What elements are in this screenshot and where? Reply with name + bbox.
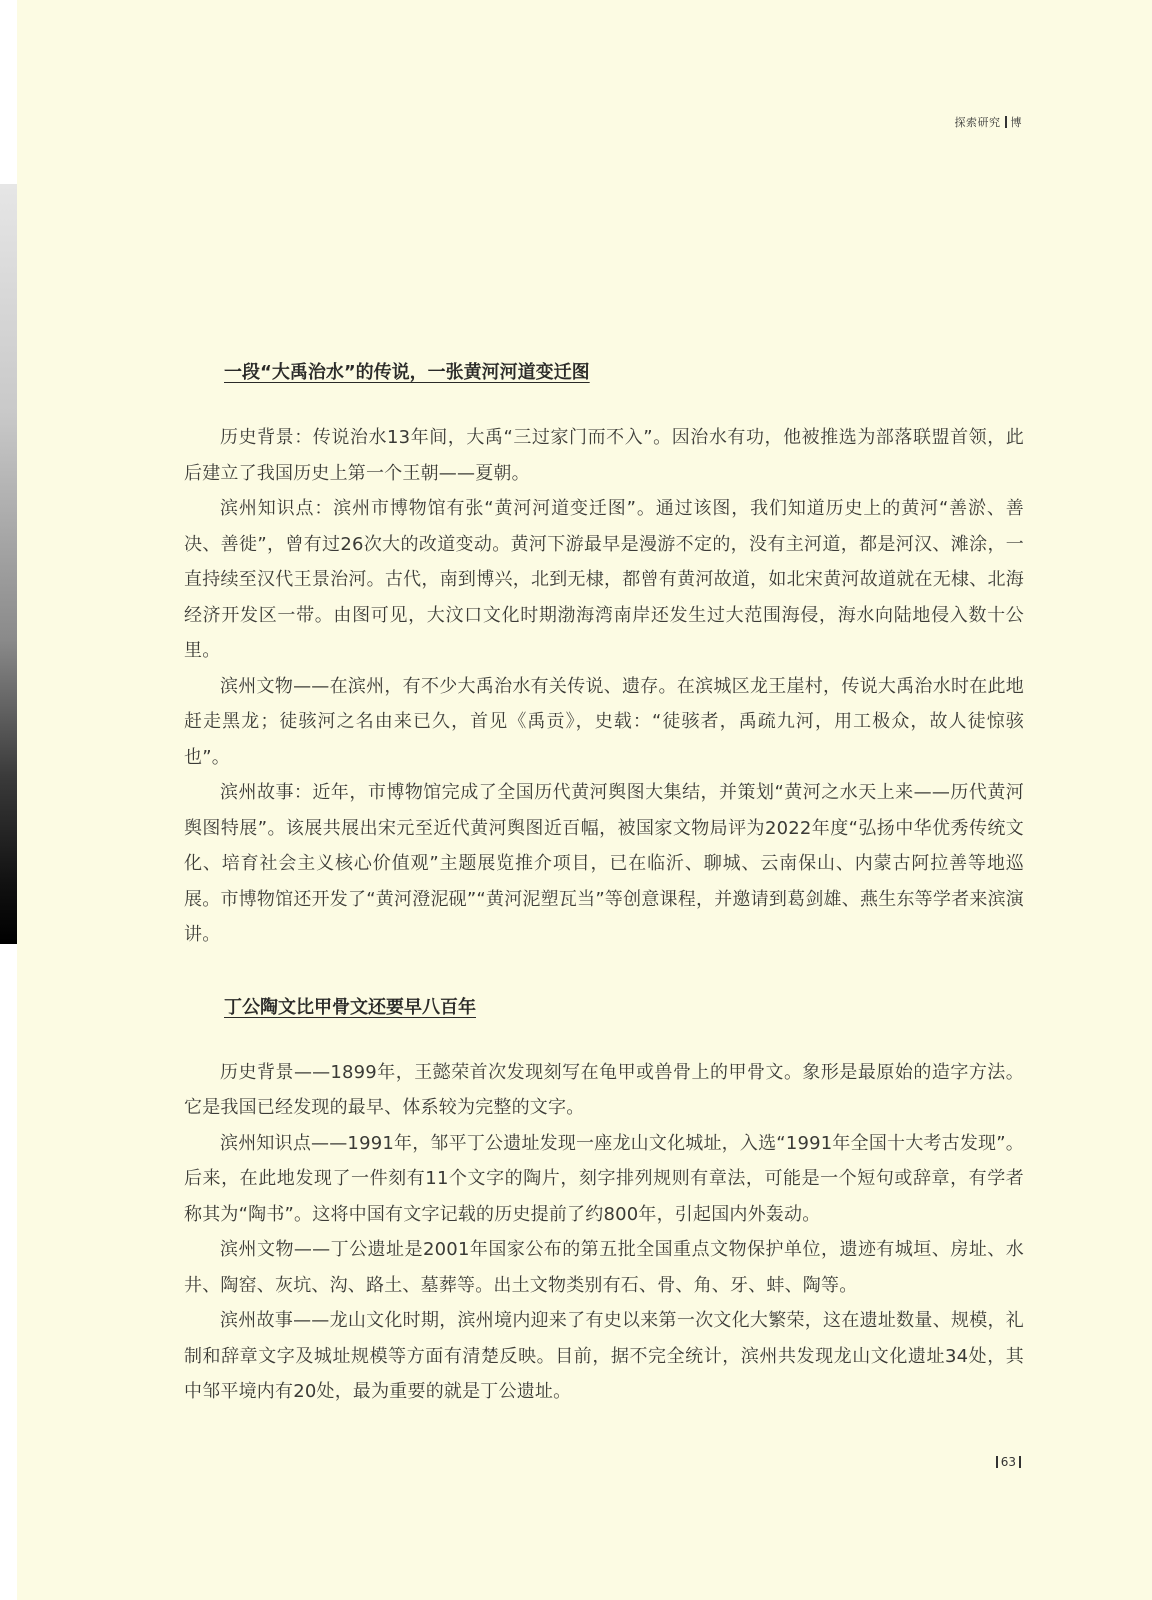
header-section: 探索研究 xyxy=(954,116,1001,129)
paragraph: 滨州知识点——1991年，邹平丁公遗址发现一座龙山文化城址，入选“1991年全国十大考古发现”。后来，在此地发现了一件刻有11个文字的陶片，刻字排列规则有章法，可能是一个短句或辞章，有学者称其为“陶书”。这将中国有文字记载的历史提前了约800年，引起国内外轰动。 xyxy=(184,1132,1024,1225)
article-body xyxy=(184,358,1024,1410)
section-title: 一段“大禹治水”的传说，一张黄河河道变迁图 xyxy=(224,362,590,383)
section-title: 丁公陶文比甲骨文还要早八百年 xyxy=(224,996,476,1018)
paragraph: 滨州知识点：滨州市博物馆有张“黄河河道变迁图”。通过该图，我们知道历史上的黄河“善淤、善决、善徙”，曾有过26次大的改道变动。黄河下游最早是漫游不定的，没有主河道，都是河汉、滩涂，一直持续至汉代王景治河。古代，南到博兴，北到无棣，都曾有黄河故道，如北宋黄河故道就在无棣、北海经济开发区一带。由图可见，大汶口文化时期渤海湾南岸还发生过大范围海侵，海水向陆地侵入数十公里。 xyxy=(184,498,1024,661)
page-number-bar-right xyxy=(1019,1456,1021,1468)
page-number-value: 63 xyxy=(1000,1455,1016,1469)
paragraph: 滨州故事：近年，市博物馆完成了全国历代黄河舆图大集结，并策划“黄河之水天上来——历代黄河舆图特展”。该展共展出宋元至近代黄河舆图近百幅，被国家文物局评为2022年度“弘扬中华优秀传统文化、培育社会主义核心价值观”主题展览推介项目，已在临沂、聊城、云南保山、内蒙古阿拉善等地巡展。市博物馆还开发了“黄河澄泥砚”“黄河泥塑瓦当”等创意课程，并邀请到葛剑雄、燕生东等学者来滨演讲。 xyxy=(184,782,1024,945)
paragraph: 滨州文物——在滨州，有不少大禹治水有关传说、遗存。在滨城区龙王崖村，传说大禹治水时在此地赶走黑龙；徒骇河之名由来已久，首见《禹贡》，史载：“徒骇者，禹疏九河，用工极众，故人徒惊骇也”。 xyxy=(184,675,1024,768)
page-number xyxy=(993,1455,1024,1469)
adjacent-page-photo-edge xyxy=(0,184,17,944)
header-column: 博 xyxy=(1010,116,1022,129)
page-number-bar-left xyxy=(996,1456,998,1468)
running-header xyxy=(955,114,1023,130)
paragraph: 滨州文物——丁公遗址是2001年国家公布的第五批全国重点文物保护单位，遗迹有城垣、房址、水井、陶窑、灰坑、沟、路土、墓葬等。出土文物类别有石、骨、角、牙、蚌、陶等。 xyxy=(184,1239,1024,1296)
paragraph: 历史背景：传说治水13年间，大禹“三过家门而不入”。因治水有功，他被推选为部落联盟首领，此后建立了我国历史上第一个王朝——夏朝。 xyxy=(184,427,1024,484)
paragraph: 历史背景——1899年，王懿荣首次发现刻写在龟甲或兽骨上的甲骨文。象形是最原始的造字方法。它是我国已经发现的最早、体系较为完整的文字。 xyxy=(184,1061,1024,1118)
paragraph: 滨州故事——龙山文化时期，滨州境内迎来了有史以来第一次文化大繁荣，这在遗址数量、规模，礼制和辞章文字及城址规模等方面有清楚反映。目前，据不完全统计，滨州共发现龙山文化遗址34处，其中邹平境内有20处，最为重要的就是丁公遗址。 xyxy=(184,1310,1024,1402)
header-separator xyxy=(1005,116,1007,128)
section-body xyxy=(184,1055,1024,1410)
section-body xyxy=(184,420,1024,953)
